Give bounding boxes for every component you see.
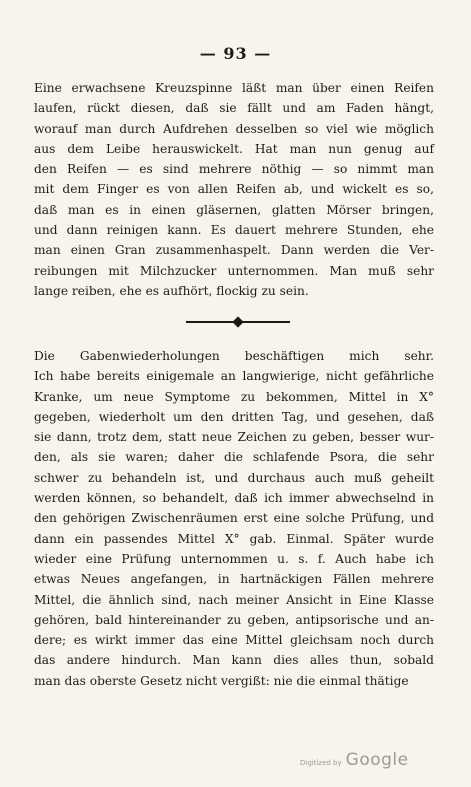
text-line: aus dem Leibe herauswickelt. Hat man nun genug auf (34, 141, 434, 156)
text-line: gehören, bald hintereinander zu geben, antipsorische und an- (34, 612, 434, 627)
paragraph-2 (34, 346, 434, 691)
text-line: Die Gabenwiederholungen beschäftigen mich sehr. (34, 349, 434, 363)
watermark-prefix: Digitized by (300, 759, 342, 767)
text-line: gegeben, wiederholt um den dritten Tag, und gesehen, daß (34, 409, 434, 424)
paragraph-1 (34, 78, 434, 301)
text-line: daß man es in einen gläsernen, glatten Mörser bringen, (34, 202, 434, 217)
text-line: das andere hindurch. Man kann dies alles thun, sobald (34, 653, 434, 668)
text-line: worauf man durch Aufdrehen desselben so viel wie möglich (34, 121, 434, 136)
text-line: mit dem Finger es von allen Reifen ab, und wickelt es so, (34, 182, 434, 197)
text-line: Eine erwachsene Kreuzspinne läßt man über einen Reifen (34, 81, 434, 95)
text-line: den, als sie waren; daher die schlafende Psora, die sehr (34, 450, 434, 465)
text-line: den gehörigen Zwischenräumen erst eine solche Prüfung, und (34, 511, 434, 526)
text-line: dann ein passendes Mittel X° gab. Einmal. Später wurde (34, 531, 434, 546)
text-line: man einen Gran zusammenhaspelt. Dann werden die Ver- (34, 243, 434, 258)
page-number-header: — 93 — (199, 44, 272, 63)
google-logo: Google (345, 750, 409, 770)
text-line: werden können, so behandelt, daß ich immer abwechselnd in (34, 491, 434, 506)
text-line: dere; es wirkt immer das eine Mittel gleichsam noch durch (34, 633, 434, 648)
text-line: reibungen mit Milchzucker unternommen. Man muß sehr (34, 263, 434, 278)
text-line: und dann reinigen kann. Es dauert mehrere Stunden, ehe (34, 223, 434, 238)
text-line: Kranke, um neue Symptome zu bekommen, Mittel in X° (34, 389, 434, 404)
text-line: etwas Neues angefangen, in hartnäckigen Fällen mehrere (34, 572, 434, 587)
text-line: sie dann, trotz dem, statt neue Zeichen zu geben, besser wur- (34, 430, 434, 445)
text-line: wieder eine Prüfung unternommen u. s. f. Auch habe ich (34, 551, 434, 566)
text-line: den Reifen — es sind mehrere nöthig — so nimmt man (34, 162, 434, 177)
text-line: lange reiben, ehe es aufhört, flockig zu sein. (34, 283, 309, 298)
text-line: Mittel, die ähnlich sind, nach meiner Ansicht in Eine Klasse (34, 592, 434, 607)
section-divider (186, 318, 290, 326)
text-line: laufen, rückt diesen, daß sie fällt und am Faden hängt, (34, 101, 434, 116)
divider-ornament (232, 316, 243, 327)
text-line: Ich habe bereits einigemale an langwierige, nicht gefährliche (34, 369, 434, 384)
text-line: schwer zu behandeln ist, und durchaus auch muß geheilt (34, 470, 434, 485)
text-line: man das oberste Gesetz nicht vergißt: nie die einmal thätige (34, 673, 409, 688)
digitization-watermark (300, 750, 409, 770)
